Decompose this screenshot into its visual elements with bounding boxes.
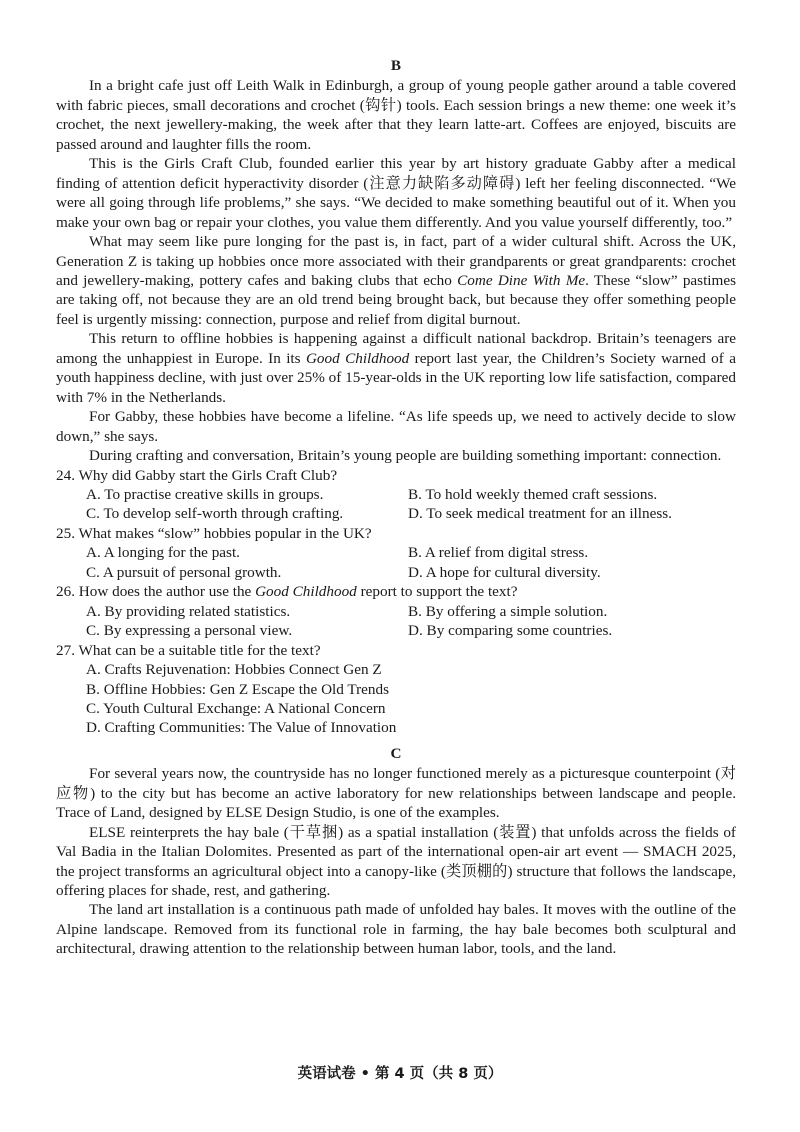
paragraph-b5: For Gabby, these hobbies have become a lifeline. “As life speeds up, we need to actively decide to slow down,” she says.	[56, 408, 736, 445]
question-stem: 25. What makes “slow” hobbies popular in the UK?	[56, 524, 372, 542]
question-stem: 26. How does the author use the Good Childhood report to support the text?	[56, 583, 518, 601]
paragraph-b4: This return to offline hobbies is happening against a difficult national backdrop. Britain’s teenagers are among the unhappiest in Europe. In its Good Childhood report last year, the Children’s Society warned of a youth happiness decline, with just over 25% of 15-year-olds in the UK reporting low life satisfaction, compared with 7% in the Netherlands.	[56, 330, 736, 406]
option-c[interactable]: C. To develop self-worth through crafting.	[86, 505, 344, 523]
option-a[interactable]: A. Crafts Rejuvenation: Hobbies Connect Gen Z	[86, 661, 382, 679]
question-stem: 27. What can be a suitable title for the text?	[56, 641, 321, 659]
show-title: Come Dine With Me	[457, 271, 586, 289]
option-c[interactable]: C. Youth Cultural Exchange: A National Concern	[86, 699, 386, 717]
paragraph-b2: This is the Girls Craft Club, founded earlier this year by art history graduate Gabby after a medical finding of attention deficit hyperactivity disorder (注意力缺陷多动障碍) left her feeling disconnected. “We were all going through life problems,” she says. “We decided to make something beautiful out of it. When you make your own bag or repair your clothes, you value them differently. And you value yourself differently, too.”	[56, 155, 736, 231]
report-title: Good Childhood	[305, 349, 410, 367]
page-footer: 英语试卷 • 第 4 页（共 8 页）	[297, 1066, 503, 1082]
option-c[interactable]: C. By expressing a personal view.	[86, 622, 293, 640]
question-27	[56, 641, 736, 738]
option-d[interactable]: D. A hope for cultural diversity.	[408, 563, 601, 581]
paragraph-c3: The land art installation is a continuous path made of unfolded hay bales. It moves with the outline of the Alpine landscape. Removed from its functional role in farming, the hay bale becomes both sculptural and architectural, drawing attention to the relationship between human labor, tools, and the land.	[56, 901, 736, 958]
option-b[interactable]: B. A relief from digital stress.	[408, 544, 589, 562]
exam-page	[56, 56, 736, 959]
option-d[interactable]: D. To seek medical treatment for an illness.	[408, 505, 672, 523]
option-b[interactable]: B. To hold weekly themed craft sessions.	[408, 485, 658, 503]
option-a[interactable]: A. By providing related statistics.	[86, 602, 291, 620]
question-24	[56, 466, 736, 524]
paragraph-b1: In a bright cafe just off Leith Walk in Edinburgh, a group of young people gather around a table covered with fabric pieces, small decorations and crochet (钩针) tools. Each session brings a new theme: one week it’s crochet, the next jewellery-making, the week after that they learn latte-art. Coffees are enjoyed, biscuits are passed around and laughter fills the room.	[56, 77, 736, 153]
paragraph-c2: ELSE reinterprets the hay bale (干草捆) as a spatial installation (装置) that unfolds across the fields of Val Badia in the Italian Dolomites. Presented as part of the international open-air art event — SMACH 2025, the project transforms an agricultural object into a canopy-like (类顶棚的) structure that follows the landscape, offering places for shade, rest, and gathering.	[56, 823, 736, 900]
option-a[interactable]: A. A longing for the past.	[86, 544, 240, 562]
question-26	[56, 582, 736, 640]
paragraph-b6: During crafting and conversation, Britain’s young people are building something important: connection.	[89, 447, 722, 465]
options-grid	[56, 485, 736, 524]
option-a[interactable]: A. To practise creative skills in groups.	[86, 485, 324, 503]
option-d[interactable]: D. Crafting Communities: The Value of Innovation	[86, 719, 397, 737]
question-stem: 24. Why did Gabby start the Girls Craft Club?	[56, 466, 338, 484]
option-b[interactable]: B. By offering a simple solution.	[408, 602, 608, 620]
option-c[interactable]: C. A pursuit of personal growth.	[86, 563, 282, 581]
options-grid	[56, 543, 736, 582]
option-b[interactable]: B. Offline Hobbies: Gen Z Escape the Old Trends	[86, 680, 390, 698]
options-grid	[56, 602, 736, 641]
question-25	[56, 524, 736, 582]
paragraph-c1: For several years now, the countryside has no longer functioned merely as a picturesque counterpoint (对应物) to the city but has become an active laboratory for new relationships between landscape and people. Trace of Land, designed by ELSE Design Studio, is one of the examples.	[56, 765, 736, 822]
section-b-heading: B	[390, 57, 402, 74]
options-list	[56, 660, 736, 738]
paragraph-b3: What may seem like pure longing for the past is, in fact, part of a wider cultural shift. Across the UK, Generation Z is taking up hobbies once more associated with their grandparents or great grandparents: crochet and jewellery-making, pottery cafes and baking clubs that echo Come Dine With Me. These “slow” pastimes are taking off, not because they are an old trend being brought back, but because they offer something people feel is urgently missing: connection, purpose and relief from digital burnout.	[56, 233, 736, 328]
option-d[interactable]: D. By comparing some countries.	[408, 622, 613, 640]
section-c-heading: C	[390, 744, 402, 762]
report-title: Good Childhood	[255, 583, 357, 601]
